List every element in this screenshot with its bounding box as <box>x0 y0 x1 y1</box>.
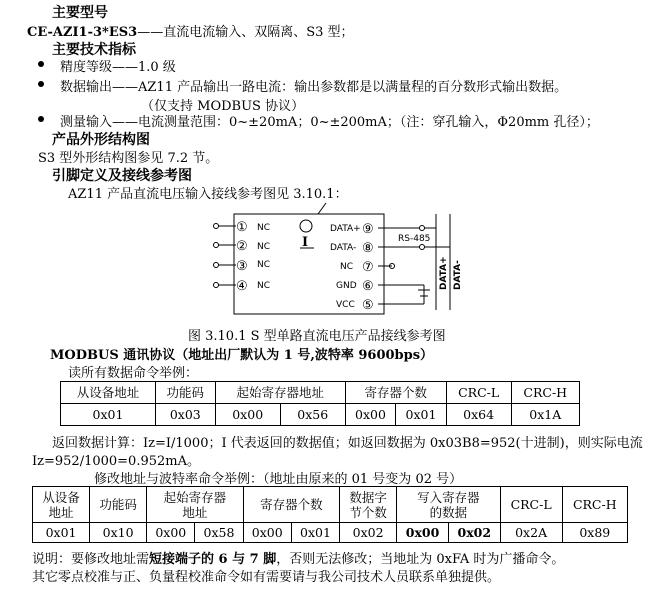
table-header: 功能码 <box>155 382 215 404</box>
current-symbol: I <box>302 235 309 250</box>
bus-plus-label: DATA+ <box>439 256 449 290</box>
table-cell: 0x00 <box>345 404 396 426</box>
table-cell: 0x64 <box>446 404 511 426</box>
note-bold: 短接端子的 6 与 7 脚 <box>149 552 277 567</box>
left-pin-label: NC <box>257 260 271 270</box>
table-cell: 0x58 <box>195 523 243 543</box>
modify-command-table <box>32 486 628 543</box>
heading-pins: 引脚定义及接线参考图 <box>52 168 192 184</box>
table-cell: 0x02 <box>340 523 397 543</box>
read-example-label: 读所有数据命令举例： <box>68 366 199 381</box>
right-pin-label: NC <box>340 262 354 272</box>
right-pin-num: ⑦ <box>362 260 374 275</box>
note-line <box>32 548 564 567</box>
right-pin-label: VCC <box>336 300 355 310</box>
table-cell: 0x1A <box>511 404 579 426</box>
sensor-hole-icon <box>300 220 312 232</box>
model-desc: ——直流电流输入、双隔离、S3 型； <box>137 25 354 40</box>
table-cell: 0x01 <box>396 404 447 426</box>
table-cell: 0x56 <box>280 404 345 426</box>
table-header: CRC-L <box>446 382 511 404</box>
table-header: 功能码 <box>90 487 147 523</box>
right-pin-label: DATA+ <box>330 224 361 234</box>
table-header: CRC-L <box>500 487 562 523</box>
spec-output-note: （仅支持 MODBUS 协议） <box>141 99 305 114</box>
table-header: 数据字 节个数 <box>340 487 397 523</box>
read-command-table <box>60 381 580 426</box>
table-cell: 0x01 <box>291 523 339 543</box>
table-cell: 0x2A <box>500 523 562 543</box>
note-suffix: ，否则无法修改；当地址为 0xFA 时为广播命令。 <box>276 552 565 567</box>
table-cell: 0x89 <box>562 523 627 543</box>
table-cell: 0x01 <box>61 404 156 426</box>
table-header: CRC-H <box>511 382 579 404</box>
table-header: 起始寄存器地址 <box>215 382 345 404</box>
left-pin-label: NC <box>257 281 271 291</box>
table-header: 寄存器个数 <box>345 382 446 404</box>
right-pin-num: ⑤ <box>362 298 374 313</box>
right-pin-num: ⑨ <box>362 222 374 237</box>
outline-text: S3 型外形结构图参见 7.2 节。 <box>38 151 219 166</box>
table-header: 写入寄存器 的数据 <box>397 487 501 523</box>
left-pin-num: ① <box>236 220 248 235</box>
table-cell: 0x01 <box>33 523 90 543</box>
table-cell: 0x00 <box>243 523 291 543</box>
table-header: CRC-H <box>562 487 627 523</box>
table-header: 从设备 地址 <box>33 487 90 523</box>
spec-accuracy: 精度等级——1.0 级 <box>60 60 176 75</box>
note-prefix: 说明：要修改地址需 <box>32 552 150 567</box>
heading-model: 主要型号 <box>52 5 108 21</box>
modbus-heading: MODBUS 通讯协议（地址出厂默认为 1 号,波特率 9600bps） <box>50 348 434 363</box>
spec-input: 测量输入——电流测量范围：0~±20mA；0~±200mA；（注：穿孔输入，Φ20mm 孔径）； <box>60 115 599 130</box>
calc-line-1: 返回数据计算：Iz=I/1000；I 代表返回的数据值；如返回数据为 0x03B8=952(十进制)，则实际电流 <box>52 436 643 451</box>
right-pin-num: ⑧ <box>362 241 374 256</box>
left-pin-num: ④ <box>236 279 248 294</box>
table-cell: 0x00 <box>147 523 195 543</box>
rs485-label: RS-485 <box>398 234 431 244</box>
right-pin-label: GND <box>336 281 357 291</box>
right-pin-num: ⑥ <box>362 279 374 294</box>
modify-example-label: 修改地址与波特率命令举例：（地址由原来的 01 号变为 02 号） <box>94 472 463 487</box>
bus-minus-label: DATA- <box>453 260 463 290</box>
left-pin-label: NC <box>257 242 271 252</box>
table-cell: 0x00 <box>215 404 280 426</box>
spec-output: 数据输出——AZ11 产品输出一路电流：输出参数都是以满量程的百分数形式输出数据。 <box>60 80 568 95</box>
heading-specs: 主要技术指标 <box>52 42 136 58</box>
diagram-caption: 图 3.10.1 S 型单路直流电压产品接线参考图 <box>188 329 446 344</box>
pins-text: AZ11 产品直流电压输入接线参考图见 3.10.1： <box>68 187 348 202</box>
calc-line-2: Iz=952/1000=0.952mA。 <box>32 454 200 469</box>
right-pin-label: DATA- <box>330 243 357 253</box>
table-cell: 0x10 <box>90 523 147 543</box>
left-pin-num: ② <box>236 239 248 254</box>
model-code: CE-AZI1-3*ES3 <box>27 25 138 40</box>
left-pin-label: NC <box>257 223 271 233</box>
table-header: 起始寄存器 地址 <box>147 487 243 523</box>
table-cell: 0x00 <box>397 523 449 543</box>
left-pin-num: ③ <box>236 259 248 274</box>
table-cell: 0x02 <box>448 523 500 543</box>
table-header: 从设备地址 <box>61 382 156 404</box>
footer-text: 其它零点校准与正、负量程校准命令如有需要请与我公司技术人员联系单独提供。 <box>32 570 501 585</box>
heading-outline: 产品外形结构图 <box>52 132 150 148</box>
table-cell: 0x03 <box>155 404 215 426</box>
table-header: 寄存器个数 <box>243 487 339 523</box>
